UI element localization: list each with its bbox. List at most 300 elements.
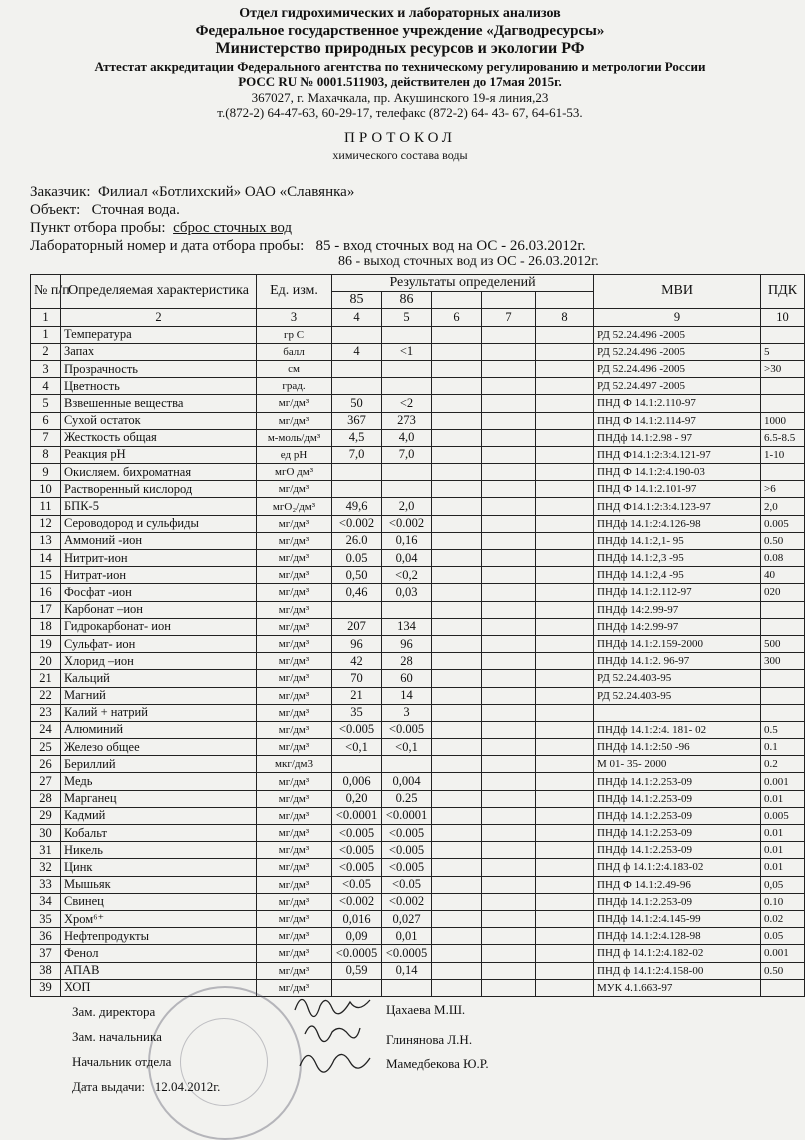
value-empty bbox=[482, 756, 536, 773]
param-name: Калий + натрий bbox=[61, 704, 257, 721]
limit: 0.05 bbox=[761, 928, 805, 945]
param-name: Реакция рН bbox=[61, 446, 257, 463]
param-unit: мг/дм³ bbox=[257, 618, 332, 635]
value-empty bbox=[482, 739, 536, 756]
table-row bbox=[31, 635, 805, 652]
table-row bbox=[31, 756, 805, 773]
value-85: <0.002 bbox=[332, 893, 382, 910]
param-unit: мг/дм³ bbox=[257, 842, 332, 859]
value-85: 35 bbox=[332, 704, 382, 721]
param-name: Железо общее bbox=[61, 739, 257, 756]
signature-2 bbox=[305, 1026, 360, 1042]
param-name: Хлорид –ион bbox=[61, 653, 257, 670]
value-empty bbox=[536, 910, 594, 927]
value-85 bbox=[332, 378, 382, 395]
value-empty bbox=[432, 412, 482, 429]
value-empty bbox=[536, 670, 594, 687]
method: ПНДф 14.1:2.253-09 bbox=[594, 790, 761, 807]
row-number: 39 bbox=[31, 979, 61, 996]
table-row bbox=[31, 567, 805, 584]
object-line bbox=[30, 202, 180, 219]
value-empty bbox=[432, 635, 482, 652]
table-row bbox=[31, 360, 805, 377]
value-85: 21 bbox=[332, 687, 382, 704]
signature-role-1: Зам. директора bbox=[72, 1004, 156, 1019]
method bbox=[594, 704, 761, 721]
value-empty bbox=[536, 687, 594, 704]
value-86 bbox=[382, 326, 432, 343]
value-empty bbox=[536, 635, 594, 652]
value-empty bbox=[536, 601, 594, 618]
limit: 0.005 bbox=[761, 807, 805, 824]
method: ПНД Ф 14.1:2.110-97 bbox=[594, 395, 761, 412]
sample-1: 85 - вход сточных вод на ОС - 26.03.2012г. bbox=[315, 238, 586, 254]
method: ПНДф 14.1:2:4. 181- 02 bbox=[594, 721, 761, 738]
method: РД 52.24.496 -2005 bbox=[594, 360, 761, 377]
value-empty bbox=[536, 395, 594, 412]
value-85: 0,59 bbox=[332, 962, 382, 979]
value-empty bbox=[536, 979, 594, 996]
limit: 0.5 bbox=[761, 721, 805, 738]
row-number: 12 bbox=[31, 515, 61, 532]
limit: 0.005 bbox=[761, 515, 805, 532]
colnum: 6 bbox=[432, 309, 482, 326]
limit bbox=[761, 601, 805, 618]
value-85: 70 bbox=[332, 670, 382, 687]
value-86 bbox=[382, 601, 432, 618]
value-86: <0.005 bbox=[382, 842, 432, 859]
row-number: 37 bbox=[31, 945, 61, 962]
param-name: Свинец bbox=[61, 893, 257, 910]
table-row bbox=[31, 550, 805, 567]
param-unit: мг/дм³ bbox=[257, 928, 332, 945]
row-number: 4 bbox=[31, 378, 61, 395]
param-unit: мг/дм³ bbox=[257, 876, 332, 893]
value-empty bbox=[482, 945, 536, 962]
value-85: <0.002 bbox=[332, 515, 382, 532]
limit: 0.01 bbox=[761, 825, 805, 842]
param-name: БПК-5 bbox=[61, 498, 257, 515]
row-number: 15 bbox=[31, 567, 61, 584]
limit: 0.50 bbox=[761, 532, 805, 549]
method: ПНДф 14.1:2,1- 95 bbox=[594, 532, 761, 549]
param-unit: балл bbox=[257, 343, 332, 360]
value-empty bbox=[432, 979, 482, 996]
row-number: 9 bbox=[31, 464, 61, 481]
limit: 0,05 bbox=[761, 876, 805, 893]
method: РД 52.24.403-95 bbox=[594, 687, 761, 704]
limit: 0.01 bbox=[761, 859, 805, 876]
value-empty bbox=[482, 653, 536, 670]
table-row bbox=[31, 962, 805, 979]
value-empty bbox=[432, 893, 482, 910]
method: ПНДф 14.1:2. 96-97 bbox=[594, 653, 761, 670]
param-unit: мг/дм³ bbox=[257, 601, 332, 618]
protocol-subtitle: химического состава воды bbox=[332, 148, 468, 163]
value-empty bbox=[432, 687, 482, 704]
value-empty bbox=[432, 326, 482, 343]
header-certificate: РОСС RU № 0001.511903, действителен до 17мая 2015г. bbox=[238, 74, 562, 90]
value-85: <0.0005 bbox=[332, 945, 382, 962]
value-empty bbox=[482, 910, 536, 927]
method: МУК 4.1.663-97 bbox=[594, 979, 761, 996]
param-name: ХОП bbox=[61, 979, 257, 996]
param-unit: мг/дм³ bbox=[257, 825, 332, 842]
row-number: 31 bbox=[31, 842, 61, 859]
value-86 bbox=[382, 481, 432, 498]
value-empty bbox=[482, 979, 536, 996]
param-unit: мг/дм³ bbox=[257, 721, 332, 738]
table-row bbox=[31, 532, 805, 549]
param-unit: мгО дм³ bbox=[257, 464, 332, 481]
limit: 0.01 bbox=[761, 842, 805, 859]
limit bbox=[761, 979, 805, 996]
param-name: Кальций bbox=[61, 670, 257, 687]
value-85: 0,46 bbox=[332, 584, 382, 601]
value-86: <0,1 bbox=[382, 739, 432, 756]
row-number: 18 bbox=[31, 618, 61, 635]
row-number: 24 bbox=[31, 721, 61, 738]
value-86: 0,14 bbox=[382, 962, 432, 979]
row-number: 5 bbox=[31, 395, 61, 412]
method: РД 52.24.496 -2005 bbox=[594, 343, 761, 360]
value-empty bbox=[432, 618, 482, 635]
value-empty bbox=[482, 618, 536, 635]
value-86: <0.002 bbox=[382, 893, 432, 910]
method: ПНДф 14.1:2:4.128-98 bbox=[594, 928, 761, 945]
table-row bbox=[31, 343, 805, 360]
method: ПНДф 14.1:2:4.145-99 bbox=[594, 910, 761, 927]
sampling-label: Пункт отбора пробы: bbox=[30, 220, 166, 236]
param-unit: мг/дм³ bbox=[257, 515, 332, 532]
value-86: 134 bbox=[382, 618, 432, 635]
value-empty bbox=[432, 601, 482, 618]
value-85: 0,006 bbox=[332, 773, 382, 790]
row-number: 28 bbox=[31, 790, 61, 807]
column-numbers-row bbox=[31, 309, 805, 326]
param-unit: мг/дм³ bbox=[257, 635, 332, 652]
method: ПНД Ф14.1:2:3:4.123-97 bbox=[594, 498, 761, 515]
value-85: 0.05 bbox=[332, 550, 382, 567]
value-85 bbox=[332, 464, 382, 481]
colnum: 9 bbox=[594, 309, 761, 326]
value-empty bbox=[482, 704, 536, 721]
value-empty bbox=[536, 515, 594, 532]
customer-line bbox=[30, 184, 354, 201]
value-86: <1 bbox=[382, 343, 432, 360]
method: ПНД ф 14.1:2:4.158-00 bbox=[594, 962, 761, 979]
customer-label: Заказчик: bbox=[30, 184, 91, 200]
value-empty bbox=[432, 756, 482, 773]
param-name: Карбонат –ион bbox=[61, 601, 257, 618]
value-empty bbox=[536, 773, 594, 790]
value-85: <0.05 bbox=[332, 876, 382, 893]
method: ПНДф 14.1:2:4.126-98 bbox=[594, 515, 761, 532]
table-row bbox=[31, 945, 805, 962]
value-empty bbox=[482, 825, 536, 842]
value-86 bbox=[382, 464, 432, 481]
limit: >30 bbox=[761, 360, 805, 377]
param-name: Растворенный кислород bbox=[61, 481, 257, 498]
limit bbox=[761, 464, 805, 481]
value-empty bbox=[432, 395, 482, 412]
value-empty bbox=[482, 515, 536, 532]
value-85: <0.005 bbox=[332, 721, 382, 738]
value-86: <0.0005 bbox=[382, 945, 432, 962]
colnum: 8 bbox=[536, 309, 594, 326]
table-row bbox=[31, 618, 805, 635]
value-86: 2,0 bbox=[382, 498, 432, 515]
signature-scribbles bbox=[290, 988, 390, 1074]
param-unit: мкг/дм3 bbox=[257, 756, 332, 773]
value-empty bbox=[536, 945, 594, 962]
header-sample-85: 85 bbox=[332, 292, 382, 309]
param-unit: мг/дм³ bbox=[257, 807, 332, 824]
value-empty bbox=[536, 704, 594, 721]
value-empty bbox=[432, 378, 482, 395]
value-empty bbox=[536, 498, 594, 515]
param-name: Нитрат-ион bbox=[61, 567, 257, 584]
value-empty bbox=[536, 653, 594, 670]
header-pdk: ПДК bbox=[761, 275, 805, 309]
param-unit: мг/дм³ bbox=[257, 790, 332, 807]
value-empty bbox=[536, 876, 594, 893]
table-row bbox=[31, 979, 805, 996]
param-name: Нитрит-ион bbox=[61, 550, 257, 567]
value-empty bbox=[536, 360, 594, 377]
header-address: 367027, г. Махачкала, пр. Акушинского 19-я линия,23 bbox=[251, 89, 549, 105]
param-unit: мгО₂/дм³ bbox=[257, 498, 332, 515]
row-number: 32 bbox=[31, 859, 61, 876]
document-header bbox=[0, 6, 800, 120]
row-number: 26 bbox=[31, 756, 61, 773]
table-row bbox=[31, 481, 805, 498]
param-unit: мг/дм³ bbox=[257, 704, 332, 721]
value-86: <0,2 bbox=[382, 567, 432, 584]
sampling-line bbox=[30, 220, 292, 237]
value-85: 7,0 bbox=[332, 446, 382, 463]
colnum: 10 bbox=[761, 309, 805, 326]
value-85: 42 bbox=[332, 653, 382, 670]
value-85: 26.0 bbox=[332, 532, 382, 549]
limit: 40 bbox=[761, 567, 805, 584]
table-row bbox=[31, 859, 805, 876]
table-row bbox=[31, 721, 805, 738]
header-ministry: Министерство природных ресурсов и экологии РФ bbox=[215, 40, 585, 58]
table-row bbox=[31, 807, 805, 824]
method: РД 52.24.497 -2005 bbox=[594, 378, 761, 395]
table-row bbox=[31, 326, 805, 343]
row-number: 13 bbox=[31, 532, 61, 549]
row-number: 14 bbox=[31, 550, 61, 567]
value-empty bbox=[536, 326, 594, 343]
labno-line bbox=[30, 238, 586, 255]
table-row bbox=[31, 515, 805, 532]
param-name: Взвешенные вещества bbox=[61, 395, 257, 412]
value-86: 14 bbox=[382, 687, 432, 704]
method: ПНДф 14.1:2.253-09 bbox=[594, 807, 761, 824]
row-number: 36 bbox=[31, 928, 61, 945]
value-86: 0,16 bbox=[382, 532, 432, 549]
issue-label: Дата выдачи: bbox=[72, 1079, 146, 1094]
value-86 bbox=[382, 360, 432, 377]
method: РД 52.24.496 -2005 bbox=[594, 326, 761, 343]
value-86 bbox=[382, 378, 432, 395]
row-number: 25 bbox=[31, 739, 61, 756]
value-86: <0.0001 bbox=[382, 807, 432, 824]
value-empty bbox=[482, 790, 536, 807]
param-unit: мг/дм³ bbox=[257, 945, 332, 962]
value-empty bbox=[482, 378, 536, 395]
value-empty bbox=[482, 464, 536, 481]
param-unit: град. bbox=[257, 378, 332, 395]
param-name: Сероводород и сульфиды bbox=[61, 515, 257, 532]
method: ПНД ф 14.1:2:4.182-02 bbox=[594, 945, 761, 962]
method: ПНД Ф 14.1:2.114-97 bbox=[594, 412, 761, 429]
table-row bbox=[31, 825, 805, 842]
param-name: Магний bbox=[61, 687, 257, 704]
row-number: 20 bbox=[31, 653, 61, 670]
value-86: 60 bbox=[382, 670, 432, 687]
param-name: АПАВ bbox=[61, 962, 257, 979]
method: ПНД Ф 14.1:2.101-97 bbox=[594, 481, 761, 498]
row-number: 38 bbox=[31, 962, 61, 979]
method: ПНДф 14.1:2.159-2000 bbox=[594, 635, 761, 652]
issue-line bbox=[72, 1079, 220, 1095]
value-empty bbox=[482, 876, 536, 893]
value-empty bbox=[432, 498, 482, 515]
value-empty bbox=[482, 773, 536, 790]
signature-3 bbox=[300, 1054, 370, 1072]
value-empty bbox=[482, 928, 536, 945]
method: ПНДф 14.1:2.112-97 bbox=[594, 584, 761, 601]
table-row bbox=[31, 653, 805, 670]
value-85: 0,09 bbox=[332, 928, 382, 945]
value-empty bbox=[482, 670, 536, 687]
value-empty bbox=[482, 343, 536, 360]
colnum: 2 bbox=[61, 309, 257, 326]
param-unit: мг/дм³ bbox=[257, 859, 332, 876]
row-number: 6 bbox=[31, 412, 61, 429]
param-name: Запах bbox=[61, 343, 257, 360]
value-empty bbox=[432, 343, 482, 360]
value-empty bbox=[482, 429, 536, 446]
value-empty bbox=[482, 395, 536, 412]
value-85: 367 bbox=[332, 412, 382, 429]
value-empty bbox=[482, 326, 536, 343]
results-table bbox=[30, 274, 805, 997]
param-name: Аммоний -ион bbox=[61, 532, 257, 549]
param-name: Кадмий bbox=[61, 807, 257, 824]
value-85: 50 bbox=[332, 395, 382, 412]
header-unit: Ед. изм. bbox=[257, 275, 332, 309]
limit: 0.50 bbox=[761, 962, 805, 979]
limit: 0.08 bbox=[761, 550, 805, 567]
value-85: <0.0001 bbox=[332, 807, 382, 824]
value-86: 28 bbox=[382, 653, 432, 670]
value-85: 49,6 bbox=[332, 498, 382, 515]
sampling-value: сброс сточных вод bbox=[173, 220, 293, 236]
row-number: 8 bbox=[31, 446, 61, 463]
method: М 01- 35- 2000 bbox=[594, 756, 761, 773]
header-institution: Федеральное государственное учреждение «Дагводресурсы» bbox=[195, 22, 605, 39]
limit: 0.001 bbox=[761, 945, 805, 962]
value-86: 96 bbox=[382, 635, 432, 652]
value-empty bbox=[536, 928, 594, 945]
method: ПНДф 14:2.99-97 bbox=[594, 601, 761, 618]
signature-name-3: Мамедбекова Ю.Р. bbox=[386, 1056, 489, 1071]
object-value: Сточная вода. bbox=[91, 202, 180, 218]
method: ПНДф 14.1:2,4 -95 bbox=[594, 567, 761, 584]
value-empty bbox=[432, 721, 482, 738]
limit: 2,0 bbox=[761, 498, 805, 515]
method: ПНДф 14.1:2.253-09 bbox=[594, 842, 761, 859]
param-name: Цинк bbox=[61, 859, 257, 876]
value-86: <0.005 bbox=[382, 825, 432, 842]
value-empty bbox=[432, 670, 482, 687]
method: ПНДф 14.1:2.98 - 97 bbox=[594, 429, 761, 446]
value-empty bbox=[482, 567, 536, 584]
param-unit: мг/дм³ bbox=[257, 979, 332, 996]
value-85: 4 bbox=[332, 343, 382, 360]
param-name: Сульфат- ион bbox=[61, 635, 257, 652]
value-empty bbox=[482, 687, 536, 704]
limit bbox=[761, 395, 805, 412]
row-number: 33 bbox=[31, 876, 61, 893]
row-number: 23 bbox=[31, 704, 61, 721]
value-86: 3 bbox=[382, 704, 432, 721]
limit bbox=[761, 670, 805, 687]
value-empty bbox=[432, 739, 482, 756]
header-results: Результаты определений bbox=[332, 275, 594, 292]
param-unit: мг/дм³ bbox=[257, 773, 332, 790]
signature-name-1: Цахаева М.Ш. bbox=[386, 1002, 466, 1017]
param-unit: гр С bbox=[257, 326, 332, 343]
value-empty bbox=[482, 601, 536, 618]
header-empty bbox=[432, 292, 482, 309]
table-row bbox=[31, 601, 805, 618]
value-85: 96 bbox=[332, 635, 382, 652]
param-name: Никель bbox=[61, 842, 257, 859]
table-row bbox=[31, 928, 805, 945]
limit bbox=[761, 687, 805, 704]
value-empty bbox=[482, 550, 536, 567]
header-department: Отдел гидрохимических и лабораторных анализов bbox=[239, 6, 561, 21]
value-empty bbox=[432, 481, 482, 498]
param-name: Бериллий bbox=[61, 756, 257, 773]
limit: 0.1 bbox=[761, 739, 805, 756]
limit: 0.10 bbox=[761, 893, 805, 910]
value-empty bbox=[432, 962, 482, 979]
param-name: Мышьяк bbox=[61, 876, 257, 893]
value-empty bbox=[536, 739, 594, 756]
row-number: 30 bbox=[31, 825, 61, 842]
colnum: 5 bbox=[382, 309, 432, 326]
value-empty bbox=[536, 825, 594, 842]
table-row bbox=[31, 687, 805, 704]
row-number: 3 bbox=[31, 360, 61, 377]
value-85 bbox=[332, 601, 382, 618]
table-row bbox=[31, 704, 805, 721]
limit bbox=[761, 378, 805, 395]
value-86: 0,01 bbox=[382, 928, 432, 945]
header-sample-86: 86 bbox=[382, 292, 432, 309]
param-name: Фенол bbox=[61, 945, 257, 962]
table-row bbox=[31, 378, 805, 395]
value-empty bbox=[536, 567, 594, 584]
value-empty bbox=[432, 825, 482, 842]
value-empty bbox=[432, 876, 482, 893]
